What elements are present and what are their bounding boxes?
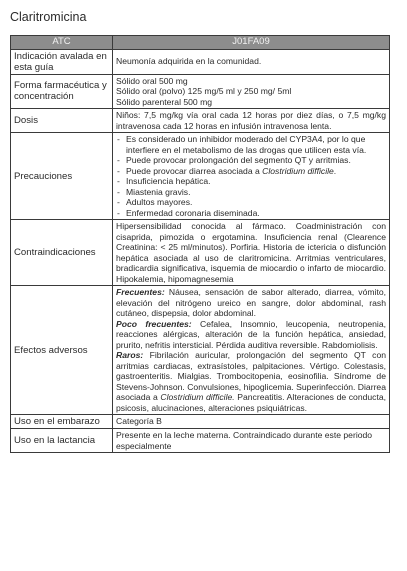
precauciones-value [113,133,390,220]
list-item: - Insuficiencia hepática. [116,176,386,187]
forma-line: Sólido oral (polvo) 125 mg/5 ml y 250 mg/ 5ml [116,86,292,96]
embarazo-row [11,415,390,429]
list-item: - Enfermedad coronaria diseminada. [116,208,386,219]
poco-text: Cefalea, Insomnio, leucopenia, neutropenia, reacciones alérgicas, alteración de la función hepática, ansiedad, prurito, nefritis intersticial. Pérdida auditiva reversible. Rabdomiolisis. [116,318,387,350]
raros-organism: Clostridium difficile. [160,392,235,402]
atc-code: J01FA09 [113,36,390,50]
lactancia-value: Presente en la leche materna. Contraindicado durante este periodo especialmente [113,429,390,453]
indicacion-label: Indicación avalada en esta guía [11,49,113,74]
atc-label: ATC [11,36,113,50]
efectos-label: Efectos adversos [11,286,113,415]
efectos-frecuentes [116,287,386,319]
precauciones-list [116,134,386,218]
lactancia-label: Uso en la lactancia [11,429,113,453]
precauciones-row [11,133,390,220]
list-item: - Miastenia gravis. [116,187,386,198]
contraindicaciones-label: Contraindicaciones [11,220,113,286]
contraindicaciones-row [11,220,390,286]
lactancia-row [11,429,390,453]
forma-row [11,74,390,109]
embarazo-value: Categoría B [113,415,390,429]
list-item: - Puede provocar diarrea asociada a Clostridium difficile. [116,166,386,177]
efectos-row [11,286,390,415]
drug-info-table [10,35,390,453]
dosis-label: Dosis [11,109,113,133]
indicacion-row [11,49,390,74]
contraindicaciones-value: Hipersensibilidad conocida al fármaco. Coadministración con cisaprida, pimozida o ergotamina. Insuficiencia renal (Clearence Creatinina: < 25 ml/minutos). Porfiria. Historia de ictericia o disfunción hepática asociada al uso de claritromicina. Arritmias ventriculares, bradicardia significativa, isquemia de miocardio o infarto de miocardio. Hipokalemia, hipomagnesemia [113,220,390,286]
raros-text-end: Pancreatitis. Alteraciones de conducta, psicosis, alucinaciones, alteraciones psiquiátricas. [116,392,387,413]
raros-text: Fibrilación auricular, prolongación del segmento QT con arritmias cardiacas, extrasístoles, palpitaciones. Vértigo. Colestasis, gastroenteritis. Mialgias. Trombocitopenia, eosinofilia. Síndrome de Stevens-Johnson. Convulsiones, hipoglicemia. Superinfección. Diarrea asociada a [116,350,386,402]
atc-header-row [11,36,390,50]
list-item: - Adultos mayores. [116,197,386,208]
dosis-value: Niños: 7,5 mg/kg vía oral cada 12 horas por diez días, o 7,5 mg/kg intravenosa cada 12 horas en infusión intravenosa lenta. [113,109,390,133]
drug-title: Claritromicina [10,10,87,24]
efectos-value [113,286,390,415]
frecuentes-label: Frecuentes: [116,287,165,297]
forma-value [113,74,390,109]
forma-label: Forma farmacéutica y concentración [11,74,113,109]
raros-label: Raros: [116,350,144,360]
efectos-poco-frecuentes [116,319,386,351]
forma-line: Sólido parenteral 500 mg [116,96,213,107]
dosis-row [11,109,390,133]
indicacion-value: Neumonía adquirida en la comunidad. [113,49,390,74]
forma-line: Sólido oral 500 mg [116,75,188,86]
precauciones-label: Precauciones [11,133,113,220]
frecuentes-text: Náusea, sensación de sabor alterado, diarrea, vómito, elevación del nitrógeno ureico en sangre, dolor abdominal, rash cutáneo, dispepsia, dolor abdominal. [116,287,387,318]
efectos-raros [116,350,386,413]
embarazo-label: Uso en el embarazo [11,415,113,429]
poco-label: Poco frecuentes: [116,318,192,329]
list-item: - Puede provocar prolongación del segmento QT y arritmias. [116,155,386,166]
list-item: - Es considerado un inhibidor moderado del CYP3A4, por lo que interfiere en el metabolismo de las drogas que utilicen esta vía. [116,134,386,155]
